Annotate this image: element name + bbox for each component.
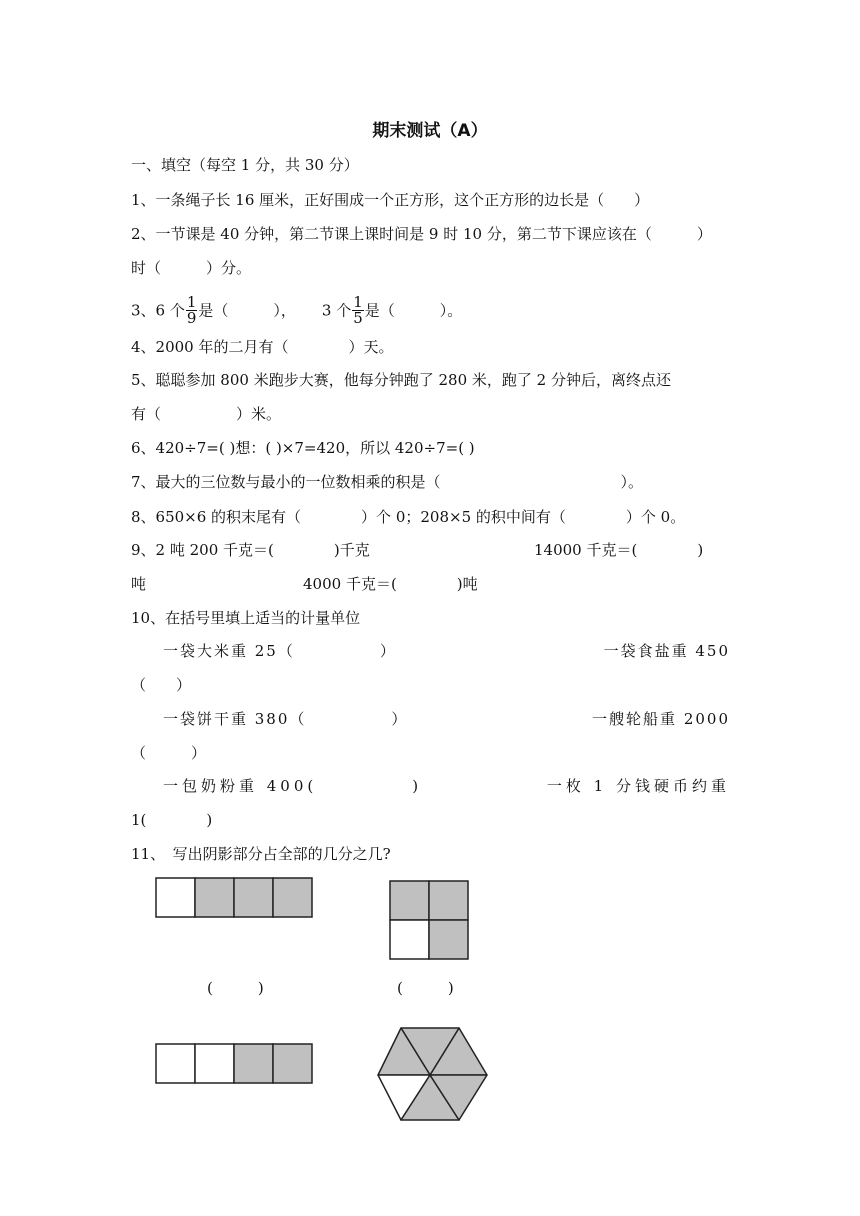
strip-cell-shaded bbox=[195, 878, 234, 917]
grid-cell-shaded bbox=[429, 881, 468, 920]
strip-cell-empty bbox=[195, 1044, 234, 1083]
question-1: 1、一条绳子长 16 厘米，正好围成一个正方形，这个正方形的边长是（ ） bbox=[131, 191, 650, 209]
q10-row-3-continued: 1( ) bbox=[131, 811, 213, 829]
grid-cell-empty bbox=[390, 920, 429, 959]
section-heading: 一、填空（每空 1 分，共 30 分） bbox=[131, 156, 359, 174]
question-2-line-1: 2、一节课是 40 分钟，第二节课上课时间是 9 时 10 分，第二节下课应该在（ ） bbox=[131, 225, 712, 243]
figure-strip-three-quarters bbox=[156, 878, 312, 917]
question-9-part-a: 9、2 吨 200 千克＝( )千克 bbox=[131, 541, 370, 559]
q3-part1-prefix: 3、6 个 bbox=[131, 301, 185, 320]
strip-cell-shaded bbox=[234, 878, 273, 917]
figure-hexagon bbox=[378, 1028, 487, 1120]
question-11-heading: 11、 写出阴影部分占全部的几分之几? bbox=[131, 845, 391, 863]
question-5-line-1: 5、聪聪参加 800 米跑步大赛，他每分钟跑了 280 米，跑了 2 分钟后，离终点还 bbox=[131, 371, 671, 389]
strip-cell-empty bbox=[156, 1044, 195, 1083]
grid-cell-shaded bbox=[390, 881, 429, 920]
q3-part2-suffix: 是（ ）。 bbox=[364, 301, 463, 320]
q3-part2-prefix: 3 个 bbox=[321, 301, 352, 320]
question-9-part-c: 吨 bbox=[131, 575, 147, 593]
question-4: 4、2000 年的二月有（ ）天。 bbox=[131, 338, 394, 356]
q10-row-1-right: 一袋食盐重 450 bbox=[603, 642, 730, 660]
q10-row-2-right: 一艘轮船重 2000 bbox=[592, 710, 730, 728]
fraction-denominator: 5 bbox=[353, 309, 363, 327]
question-5-line-2: 有（ ）米。 bbox=[131, 405, 282, 423]
question-11-answer-2: ( ) bbox=[397, 979, 454, 997]
page-title: 期末测试（A） bbox=[372, 121, 488, 141]
q10-row-3-right: 一枚 1 分钱硬币约重 bbox=[546, 777, 730, 795]
fraction-denominator: 9 bbox=[186, 309, 197, 327]
q10-row-3-left: 一包奶粉重 400( ) bbox=[163, 777, 423, 795]
q10-row-1-continued: （ ） bbox=[131, 676, 192, 694]
q3-part1-suffix: 是（ ）， bbox=[198, 301, 296, 320]
fraction-numerator: 1 bbox=[353, 293, 363, 311]
figure-strip-half bbox=[156, 1044, 312, 1083]
q10-row-2-continued: （ ） bbox=[131, 744, 207, 762]
question-2-line-2: 时（ ）分。 bbox=[131, 259, 252, 277]
strip-cell-shaded bbox=[273, 1044, 312, 1083]
question-11-answer-1: ( ) bbox=[207, 979, 264, 997]
q10-row-2-left: 一袋饼干重 380（ ） bbox=[163, 710, 409, 728]
grid-cell-shaded bbox=[429, 920, 468, 959]
question-7: 7、最大的三位数与最小的一位数相乘的积是（ ）。 bbox=[131, 473, 644, 491]
question-9-part-b: 14000 千克＝( ) bbox=[534, 541, 704, 559]
q10-row-1-left: 一袋大米重 25（ ） bbox=[163, 642, 397, 660]
strip-cell-shaded bbox=[273, 878, 312, 917]
question-9-part-d: 4000 千克＝( )吨 bbox=[303, 575, 478, 593]
strip-cell-shaded bbox=[234, 1044, 273, 1083]
figure-square-grid bbox=[390, 881, 468, 959]
question-6: 6、420÷7=( )想：( )×7=420，所以 420÷7=( ) bbox=[131, 439, 475, 457]
question-8: 8、650×6 的积末尾有（ ）个 0；208×5 的积中间有（ ）个 0。 bbox=[131, 508, 686, 526]
strip-cell-empty bbox=[156, 878, 195, 917]
question-10-heading: 10、在括号里填上适当的计量单位 bbox=[131, 609, 361, 627]
fraction-numerator: 1 bbox=[186, 293, 197, 311]
